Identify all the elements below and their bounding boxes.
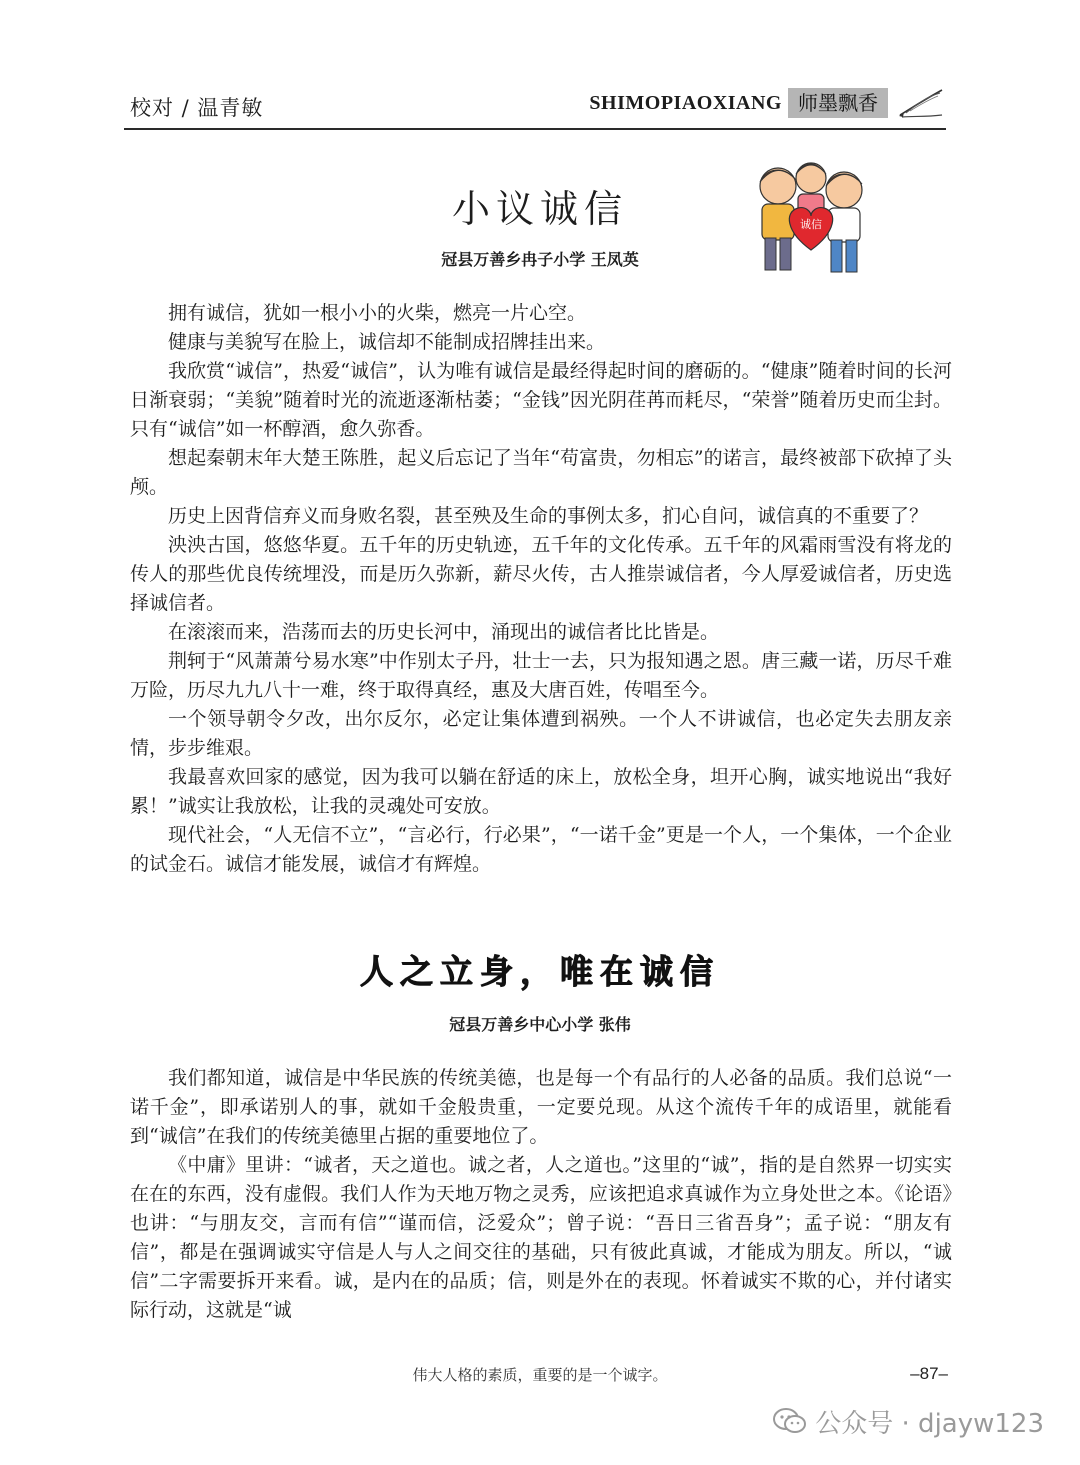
paragraph: 现代社会，“人无信不立”，“言必行，行必果”，“一诺千金”更是一个人，一个集体，一个企业的试金石。诚信才能发展，诚信才有辉煌。 (130, 824, 952, 875)
brand-chinese: 师墨飘香 (788, 88, 888, 118)
wechat-watermark (773, 1404, 1044, 1438)
paragraph: 荆轲于“风萧萧兮易水寒”中作别太子丹，壮士一去，只为报知遇之恩。唐三藏一诺，历尽千难万险，历尽九九八十一难，终于取得真经，惠及大唐百姓，传唱至今。 (130, 650, 952, 701)
paragraph: 我最喜欢回家的感觉，因为我可以躺在舒适的床上，放松全身，坦开心胸，诚实地说出“我好累！”诚实让我放松，让我的灵魂处可安放。 (130, 766, 952, 817)
brand-latin: SHIMOPIAOXIANG (589, 91, 782, 114)
page-number: –87– (910, 1364, 948, 1383)
paragraph: 健康与美貌写在脸上，诚信却不能制成招牌挂出来。 (168, 331, 606, 353)
paragraph: 历史上因背信弃义而身败名裂，甚至殃及生命的事例太多，扪心自问，诚信真的不重要了？ (168, 505, 929, 527)
article-title-1: 小议诚信 (451, 187, 628, 231)
article-body-2 (130, 1064, 952, 1325)
paragraph: 《中庸》里讲：“诚者，天之道也。诚之者，人之道也。”这里的“诚”，指的是自然界一切实实在在的东西，没有虚假。我们人作为天地万物之灵秀，应该把追求真诚作为立身处世之本。《论语》也讲：“与朋友交，言而有信”“谨而信，泛爱众”；曾子说：“吾日三省吾身”；孟子说：“朋友有信”，都是在强调诚实守信是人与人之间交往的基础，只有彼此真诚，才能成为朋友。所以，“诚信”二字需要拆开来看。诚，是内在的品质；信，则是外在的表现。怀着诚实不欺的心，并付诸实际行动，这就是“诚 (130, 1154, 952, 1321)
quill-pen-icon (896, 87, 946, 119)
heart-label: 诚信 (800, 218, 822, 231)
column-brand (589, 86, 946, 120)
page-header (124, 84, 946, 130)
watermark-text: 公众号 · djayw123 (815, 1408, 1044, 1439)
article-byline-1: 冠县万善乡冉子小学 王凤英 (441, 250, 639, 269)
article-title-2: 人之立身，唯在诚信 (360, 952, 720, 991)
proofreader-credit: 校对 / 温青敏 (130, 96, 264, 120)
paragraph: 我们都知道，诚信是中华民族的传统美德，也是每一个有品行的人必备的品质。我们总说“一诺千金”，即承诺别人的事，就如千金般贵重，一定要兑现。从这个流传千年的成语里，就能看到“诚信”在我们的传统美德里占据的重要地位了。 (130, 1067, 952, 1147)
paragraph: 一个领导朝令夕改，出尔反尔，必定让集体遭到祸殃。一个人不讲诚信，也必定失去朋友亲情，步步维艰。 (130, 708, 952, 759)
paragraph: 拥有诚信，犹如一根小小的火柴，燃亮一片心空。 (168, 302, 587, 324)
paragraph: 在滚滚而来，浩荡而去的历史长河中，涌现出的诚信者比比皆是。 (168, 621, 720, 643)
paragraph: 我欣赏“诚信”，热爱“诚信”，认为唯有诚信是最经得起时间的磨砺的。“健康”随着时间的长河日渐衰弱；“美貌”随着时光的流逝逐渐枯萎；“金钱”因光阴荏苒而耗尽，“荣誉”随着历史而尘封。只有“诚信”如一杯醇酒，愈久弥香。 (130, 360, 952, 440)
footer-quote: 伟大人格的素质，重要的是一个诚字。 (412, 1366, 668, 1384)
paragraph: 想起秦朝末年大楚王陈胜，起义后忘记了当年“苟富贵，勿相忘”的诺言，最终被部下砍掉了头颅。 (130, 447, 952, 498)
wechat-icon (773, 1407, 807, 1435)
article-body-1 (130, 299, 952, 879)
children-holding-heart-illustration (726, 152, 896, 280)
paragraph: 泱泱古国，悠悠华夏。五千年的历史轨迹，五千年的文化传承。五千年的风霜雨雪没有将龙的传人的那些优良传统埋没，而是历久弥新，薪尽火传，古人推崇诚信者，今人厚爱诚信者，历史选择诚信者。 (130, 534, 952, 614)
article-byline-2: 冠县万善乡中心小学 张伟 (449, 1015, 631, 1034)
